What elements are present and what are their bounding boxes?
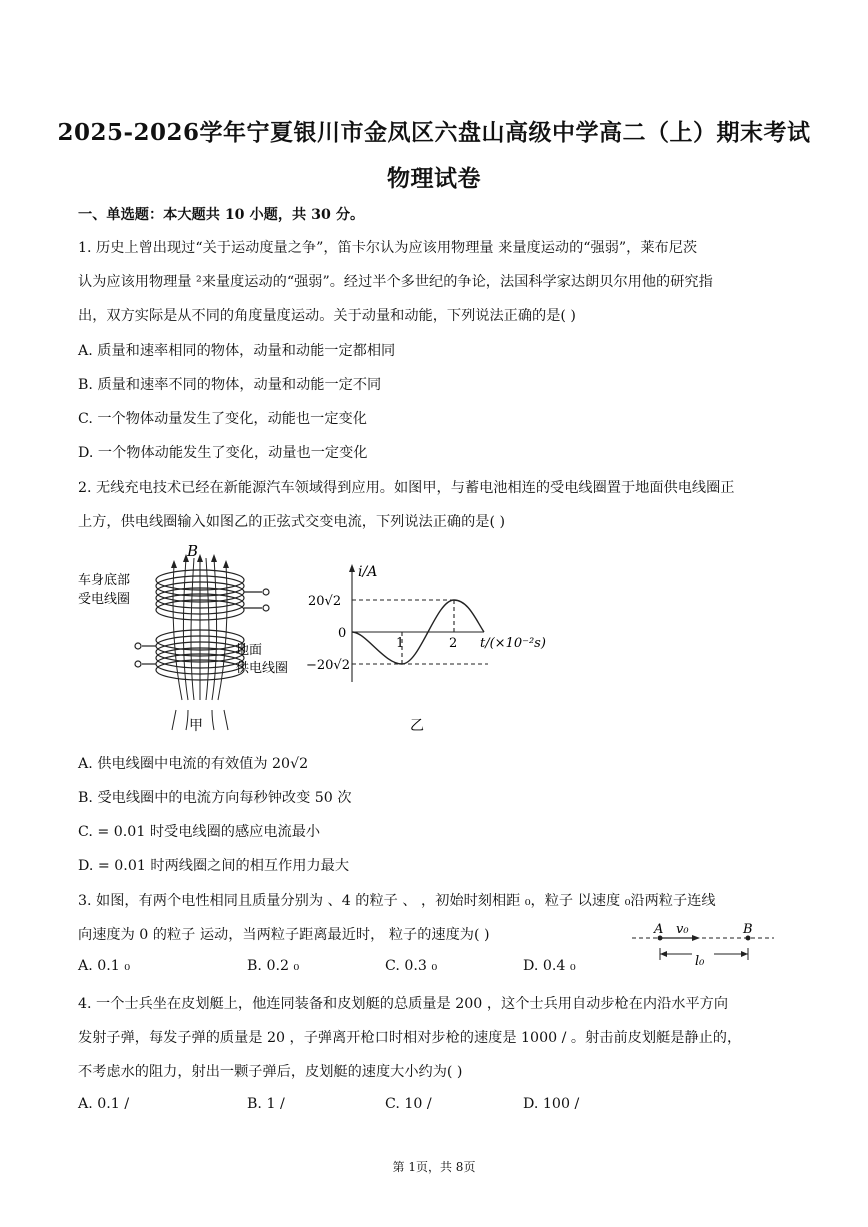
velocity-arrowhead bbox=[692, 935, 700, 941]
q2-option-d: D. = 0.01 时两线圈之间的相互作用力最大 bbox=[78, 858, 350, 874]
y-axis-label: i/A bbox=[358, 564, 378, 580]
section-heading: 一、单选题：本大题共 10 小题，共 30 分。 bbox=[78, 207, 365, 223]
page-footer: 第 1页，共 8页 bbox=[392, 1160, 476, 1174]
q4-option-c: C. 10 / bbox=[385, 1096, 432, 1112]
receiver-coil-label-2: 受电线圈 bbox=[78, 592, 131, 607]
figure-caption-yi: 乙 bbox=[410, 718, 424, 734]
exam-title: 2025-2026学年宁夏银川市金凤区六盘山高级中学高二（上）期末考试 bbox=[57, 119, 811, 146]
velocity-label: v₀ bbox=[676, 922, 689, 937]
q4-stem-line3: 不考虑水的阻力，射出一颗子弹后，皮划艇的速度大小约为( ) bbox=[78, 1064, 463, 1080]
q4-option-d: D. 100 / bbox=[523, 1096, 580, 1112]
q3-option-a: A. 0.1 ₀ bbox=[78, 958, 131, 974]
x-axis-label: t/(×10⁻²s) bbox=[480, 636, 546, 651]
q2-stem-line2: 上方，供电线圈输入如图乙的正弦式交变电流，下列说法正确的是( ) bbox=[78, 514, 506, 530]
xtick-2: 2 bbox=[449, 636, 458, 651]
ytick-zero: 0 bbox=[338, 626, 347, 641]
transmitter-coil-label-1: 地面 bbox=[236, 643, 263, 658]
transmitter-coil-label-2: 供电线圈 bbox=[236, 661, 289, 676]
q1-option-c: C. 一个物体动量发生了变化，动能也一定变化 bbox=[78, 411, 367, 427]
current-graph bbox=[306, 560, 576, 738]
transmitter-coil bbox=[135, 630, 244, 680]
q2-option-c: C. = 0.01 时受电线圈的感应电流最小 bbox=[78, 824, 321, 840]
coil-figure bbox=[76, 540, 316, 740]
xtick-1: 1 bbox=[396, 636, 405, 651]
q3-stem-line1: 3. 如图，有两个电性相同且质量分别为 、4 的粒子 、 ，初始时刻相距 ₀，粒子 以速度 ₀沿两粒子连线 bbox=[78, 893, 716, 909]
q3-option-c: C. 0.3 ₀ bbox=[385, 958, 438, 974]
q1-option-d: D. 一个物体动能发生了变化，动量也一定变化 bbox=[78, 445, 368, 461]
q2-stem-line1: 2. 无线充电技术已经在新能源汽车领域得到应用。如图甲，与蓄电池相连的受电线圈置于地面供电线圈正 bbox=[78, 480, 735, 496]
q1-stem-line1: 1. 历史上曾出现过“关于运动度量之争”，笛卡尔认为应该用物理量 来量度运动的“强弱”，莱布尼茨 bbox=[78, 240, 698, 256]
q4-stem-line2: 发射子弹，每发子弹的质量是 20 ，子弹离开枪口时相对步枪的速度是 1000 / 。射击前皮划艇是静止的， bbox=[78, 1030, 742, 1046]
q3-option-b: B. 0.2 ₀ bbox=[247, 958, 300, 974]
receiver-coil-label-1: 车身底部 bbox=[78, 573, 131, 588]
q4-option-a: A. 0.1 / bbox=[78, 1096, 130, 1112]
q4-stem-line1: 4. 一个士兵坐在皮划艇上，他连同装备和皮划艇的总质量是 200 ，这个士兵用自动步枪在内沿水平方向 bbox=[78, 996, 729, 1012]
q1-option-a: A. 质量和速率相同的物体，动量和动能一定都相同 bbox=[78, 343, 396, 359]
q1-option-b: B. 质量和速率不同的物体，动量和动能一定不同 bbox=[78, 377, 382, 393]
q2-option-b: B. 受电线圈中的电流方向每秒钟改变 50 次 bbox=[78, 790, 352, 806]
figure-caption-jia: 甲 bbox=[189, 718, 203, 734]
y-axis-arrow bbox=[349, 564, 355, 572]
q1-stem-line3: 出，双方实际是从不同的角度量度运动。关于动量和动能，下列说法正确的是( ) bbox=[78, 308, 576, 324]
magnetic-field-lines bbox=[172, 558, 228, 730]
q1-stem-line2: 认为应该用物理量 ²来量度运动的“强弱”。经过半个多世纪的争论，法国科学家达朗贝尔用他的研究指 bbox=[78, 274, 713, 290]
particle-figure bbox=[630, 918, 776, 972]
q4-option-b: B. 1 / bbox=[247, 1096, 285, 1112]
q2-option-a: A. 供电线圈中电流的有效值为 20√2 bbox=[78, 756, 309, 772]
exam-subtitle: 物理试卷 bbox=[387, 165, 481, 192]
distance-label: l₀ bbox=[695, 954, 705, 969]
particle-b-label: B bbox=[743, 922, 753, 937]
particle-a-label: A bbox=[654, 922, 664, 937]
ytick-positive: 20√2 bbox=[308, 594, 342, 609]
ytick-negative: −20√2 bbox=[306, 658, 350, 673]
q3-stem-line2: 向速度为 0 的粒子 运动，当两粒子距离最近时， 粒子的速度为( ) bbox=[78, 927, 490, 943]
q3-option-d: D. 0.4 ₀ bbox=[523, 958, 576, 974]
b-field-label: B bbox=[187, 542, 199, 560]
